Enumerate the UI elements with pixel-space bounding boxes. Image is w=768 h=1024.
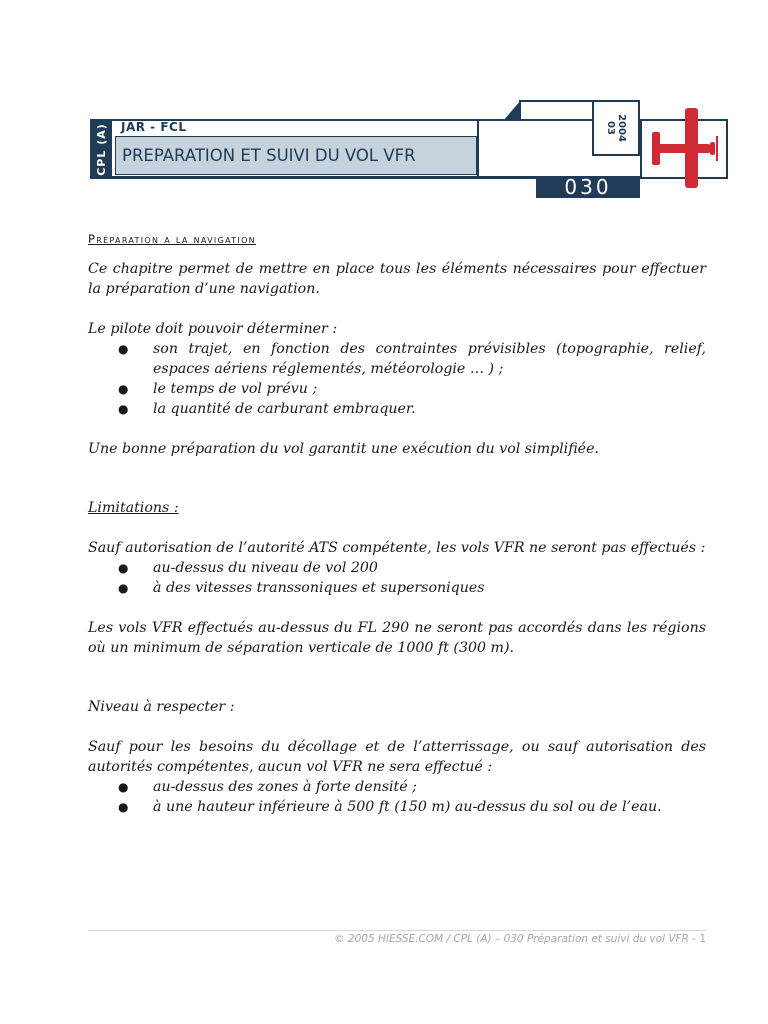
module-number: 030 xyxy=(564,175,612,199)
header-column xyxy=(477,121,479,176)
list-item-text: son trajet, en fonction des contraintes prévisibles (topographie, relief, espaces aériens réglementés, météorologie … ) ; xyxy=(153,341,706,377)
intro-paragraph: Ce chapitre permet de mettre en place tous les éléments nécessaires pour effectuer la préparation d’une navigation. xyxy=(88,261,706,297)
bullet-icon: ● xyxy=(118,402,129,416)
document-title: PREPARATION ET SUIVI DU VOL VFR xyxy=(122,146,416,165)
bullet-icon: ● xyxy=(118,342,129,356)
bullet-icon: ● xyxy=(118,382,129,396)
header-step-top xyxy=(519,100,594,102)
list-item-text: la quantité de carburant embraquer. xyxy=(153,401,416,417)
jar-fcl-label: JAR - FCL xyxy=(121,120,187,134)
niveau-title: Niveau à respecter : xyxy=(88,699,235,715)
document-body xyxy=(88,232,706,817)
limitations-title-text: Limitations : xyxy=(88,500,179,516)
year-label-wrap xyxy=(592,100,640,156)
page-footer xyxy=(88,933,706,945)
year-line-2: 03 xyxy=(605,121,616,135)
fl-note-paragraph: Les vols VFR effectués au-dessus du FL 290 ne seront pas accordés dans les régions où un minimum de séparation verticale de 1000 ft (300 m). xyxy=(88,620,706,656)
list-item-text: à des vitesses transsoniques et supersoniques xyxy=(153,580,485,596)
bullet-icon: ● xyxy=(118,581,129,595)
niveau-list xyxy=(88,777,706,817)
cpl-label-wrap xyxy=(90,119,112,179)
cpl-label: CPL (A) xyxy=(94,122,108,176)
footer-divider xyxy=(88,930,706,931)
header-step-right-edge xyxy=(512,119,592,121)
document-header xyxy=(0,0,768,210)
list-item xyxy=(88,339,706,379)
list-item xyxy=(88,578,706,598)
list-item xyxy=(88,558,706,578)
year-label xyxy=(605,114,627,142)
page-number: 1 xyxy=(699,933,706,945)
limitations-list xyxy=(88,558,706,598)
bullet-icon: ● xyxy=(118,780,129,794)
limitations-lead: Sauf autorisation de l’autorité ATS compétente, les vols VFR ne seront pas effectués : xyxy=(88,540,706,556)
airplane-icon xyxy=(640,100,728,196)
list-item xyxy=(88,379,706,399)
list-item-text: le temps de vol prévu ; xyxy=(153,381,318,397)
header-step-left xyxy=(519,100,521,121)
list-item xyxy=(88,777,706,797)
section-heading: Préparation a la navigation xyxy=(88,232,256,246)
list-item xyxy=(88,797,706,817)
list-item-text: au-dessus des zones à forte densité ; xyxy=(153,779,417,795)
pilot-list xyxy=(88,339,706,419)
list-item-text: au-dessus du niveau de vol 200 xyxy=(153,560,378,576)
niveau-lead: Sauf pour les besoins du décollage et de l’atterrissage, ou sauf autorisation des autorités compétentes, aucun vol VFR ne sera effectué : xyxy=(88,739,706,775)
year-line-1: 2004 xyxy=(616,114,627,142)
bullet-icon: ● xyxy=(118,561,129,575)
footer-text: © 2005 HIESSE.COM / CPL (A) – 030 Préparation et suivi du vol VFR - xyxy=(334,933,700,945)
list-item-text: à une hauteur inférieure à 500 ft (150 m) au-dessus du sol ou de l’eau. xyxy=(153,799,662,815)
list-item xyxy=(88,399,706,419)
conclusion-paragraph: Une bonne préparation du vol garantit une exécution du vol simplifiée. xyxy=(88,441,599,457)
pilot-lead: Le pilote doit pouvoir déterminer : xyxy=(88,321,338,337)
limitations-title xyxy=(88,498,706,518)
header-frame-bottom xyxy=(90,176,536,179)
bullet-icon: ● xyxy=(118,800,129,814)
